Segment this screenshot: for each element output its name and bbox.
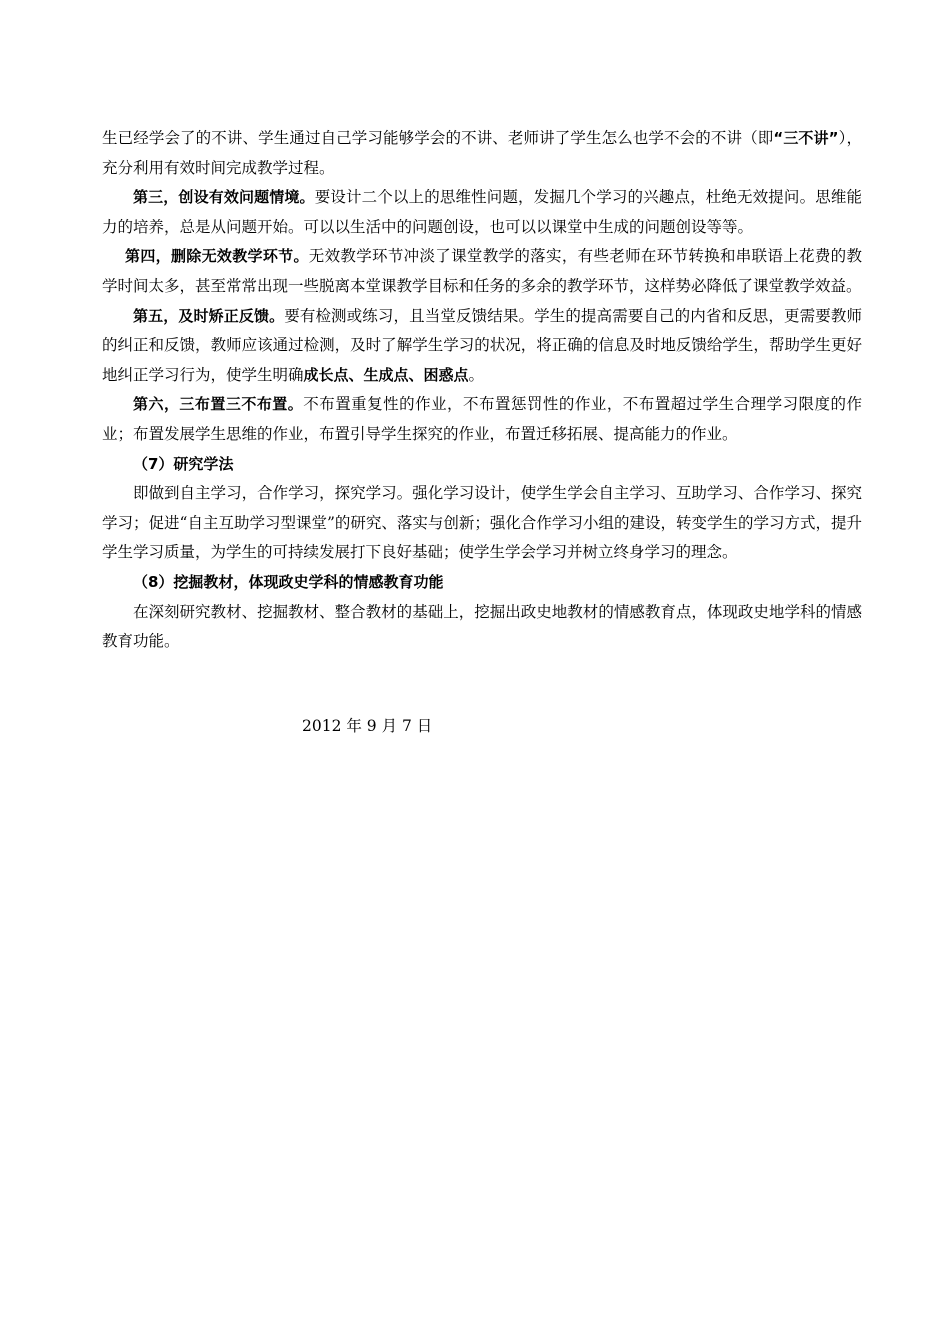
- document-date: 2012 年 9 月 7 日: [302, 717, 433, 735]
- paragraph-text: 无效教学环节冲淡了课堂教学的落实，有些老师在环节转换和串联语上花费的教学时间太多，甚至常常出现一些脱离本堂课教学目标和任务的多余的教学环节，这样势必降低了课堂教学效益。: [102, 247, 862, 295]
- paragraph-text: 生已经学会了的不讲、学生通过自己学习能够学会的不讲、老师讲了学生怎么也学不会的不讲（即: [102, 129, 774, 147]
- paragraph-continuation: [102, 124, 862, 183]
- bold-term-san-bu-jiang: “三不讲”: [773, 129, 839, 147]
- point-heading: 第四，删除无效教学环节。: [125, 247, 309, 266]
- paragraph-textbook-emotion: [102, 598, 862, 657]
- paragraph-text: 不布置重复性的作业，不布置惩罚性的作业，不布置超过学生合理学习限度的作业；布置发展学生思维的作业，布置引导学生探究的作业，布置迁移拓展、提高能力的作业。: [102, 395, 862, 443]
- paragraph-fifth-point: [102, 302, 862, 391]
- point-heading: 第六，三布置三不布置。: [133, 395, 304, 414]
- paragraph-text: 在深刻研究教材、挖掘教材、整合教材的基础上，挖掘出政史地教材的情感教育点，体现政史地学科的情感教育功能。: [102, 602, 862, 651]
- paragraph-text: ），充分利用有效时间完成教学过程。: [102, 129, 862, 177]
- bold-term-points: 成长点、生成点、困惑点: [303, 365, 469, 384]
- paragraph-text: 要设计二个以上的思维性问题，发掘几个学习的兴趣点，杜绝无效提问。思维能力的培养，总是从问题开始。可以以生活中的问题创设，也可以以课堂中生成的问题创设等等。: [102, 188, 862, 236]
- paragraph-text: 即做到自主学习，合作学习，探究学习。强化学习设计，使学生学会自主学习、互助学习、合作学习、探究学习；促进“自主互助学习型课堂”的研究、落实与创新；强化合作学习小组的建设，转变学生的学习方式，提升学生学习质量，为学生的可持续发展打下良好基础；使学生学会学习并树立终身学习的理念。: [102, 484, 862, 562]
- point-heading: 第五，及时矫正反馈。: [133, 306, 285, 325]
- paragraph-fourth-point: [102, 242, 862, 301]
- paragraph-study-methods: [102, 479, 862, 568]
- point-heading: 第三，创设有效问题情境。: [133, 188, 315, 207]
- paragraph-sixth-point: [102, 390, 862, 449]
- document-body: [102, 124, 862, 657]
- section-heading-8: （8）挖掘教材，体现政史学科的情感教育功能: [133, 572, 444, 591]
- paragraph-text: 要有检测或练习，且当堂反馈结果。学生的提高需要自己的内省和反思，更需要教师的纠正和反馈，教师应该通过检测，及时了解学生学习的状况，将正确的信息及时地反馈给学生，帮助学生更好地纠正学习行为，使学生明确: [102, 306, 862, 384]
- section-heading-7: （7）研究学法: [133, 454, 234, 473]
- paragraph-text: 。: [468, 365, 485, 384]
- paragraph-third-point: [102, 183, 862, 242]
